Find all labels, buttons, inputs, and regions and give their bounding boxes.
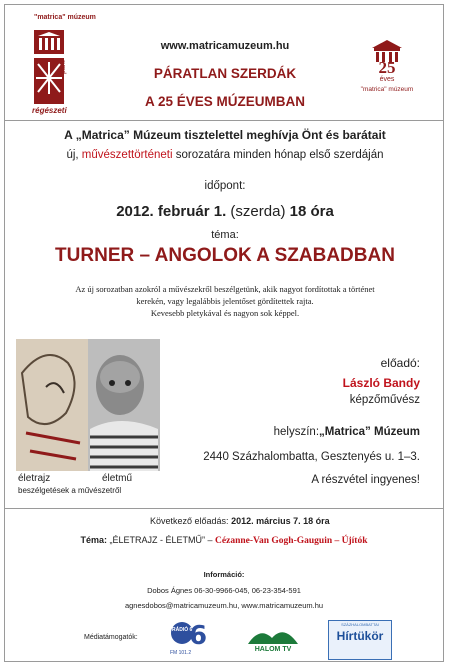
invitation-post: sorozatára minden hónap első szerdáján bbox=[172, 149, 384, 161]
sponsor-radio6-logo[interactable] bbox=[168, 618, 212, 658]
next-topic-red: Cézanne-Van Gogh-Gauguin – Újítók bbox=[215, 536, 368, 546]
website-url[interactable]: www.matricamuzeum.hu bbox=[160, 40, 290, 52]
speaker-artwork-image bbox=[16, 333, 160, 503]
topic-label: téma: bbox=[211, 229, 239, 241]
radio-icon bbox=[168, 618, 212, 648]
svg-text:6: 6 bbox=[188, 621, 208, 648]
anniversary-years: éves bbox=[379, 76, 395, 83]
next-topic-main: „ÉLETRAJZ - ÉLETMŰ” – bbox=[109, 535, 213, 545]
artwork-graphic bbox=[16, 333, 160, 483]
info-links[interactable]: agnesdobos@matricamuzeum.hu, www.matricamuzeum.hu bbox=[124, 601, 324, 610]
caption-sub: beszélgetések a művészetről bbox=[18, 486, 122, 495]
sponsor1-name: RÁDIÓ 6 bbox=[172, 627, 193, 633]
info-phones: Dobos Ágnes 06-30-9966-045, 06-23-354-591 bbox=[147, 586, 301, 595]
sponsor3-name: Hírtükör bbox=[336, 629, 384, 643]
hill-icon bbox=[246, 624, 300, 646]
logo-top-text: "matrica" múzeum bbox=[34, 14, 96, 21]
sponsor1-freq: FM 101.2 bbox=[170, 650, 192, 656]
next-label: Következő előadás: bbox=[150, 516, 229, 526]
venue-name: „Matrica” Múzeum bbox=[319, 426, 420, 438]
invitation-pre: új, bbox=[66, 149, 82, 161]
headline-primary: PÁRATLAN SZERDÁK bbox=[153, 66, 297, 81]
caption-left: életrajz bbox=[18, 473, 51, 484]
sponsors-label: Médiatámogatók: bbox=[84, 634, 138, 641]
description-line-3: Kevesebb pletykával és nagyon sok képpel. bbox=[150, 308, 300, 318]
next-topic bbox=[4, 535, 444, 546]
free-entry: A részvétel ingyenes! bbox=[311, 474, 420, 486]
next-event bbox=[150, 516, 330, 526]
caption-right: életmű bbox=[102, 473, 133, 484]
event-date-time: 18 óra bbox=[289, 203, 334, 220]
header-divider bbox=[4, 120, 444, 121]
event-title: TURNER – ANGOLOK A SZABADBAN bbox=[55, 245, 395, 266]
sponsor2-name: HALOM TV bbox=[254, 646, 292, 653]
speaker-label: előadó: bbox=[380, 356, 420, 370]
headline-secondary: A 25 ÉVES MÚZEUMBAN bbox=[144, 94, 306, 109]
sponsor-halomtv-logo[interactable] bbox=[246, 624, 300, 658]
venue-address: 2440 Százhalombatta, Gesztenyés u. 1–3. bbox=[203, 451, 420, 463]
invitation-highlight: művészettörténeti bbox=[81, 149, 173, 161]
venue-label: helyszín: bbox=[273, 426, 320, 438]
museum-logo bbox=[30, 12, 96, 122]
venue-line bbox=[170, 426, 420, 438]
speaker-name: László Bandy bbox=[342, 376, 420, 390]
time-label: időpont: bbox=[204, 180, 246, 192]
event-date-bold: 2012. február 1. bbox=[116, 203, 227, 220]
next-date: 2012. március 7. 18 óra bbox=[231, 516, 330, 526]
event-date-day: (szerda) bbox=[230, 203, 286, 220]
logo-bottom-text: régészeti bbox=[32, 106, 67, 115]
description-line-1: Az új sorozatban azokról a művészekről beszélgetünk, akik nagyot fordítottak a történet bbox=[75, 284, 375, 294]
invitation-line-1: A „Matrica” Múzeum tisztelettel meghívja Önt és barátait bbox=[64, 128, 386, 142]
description-line-2: kerekén, vagy legalábbis jelentőset gördítettek rajta. bbox=[136, 296, 314, 306]
sponsor-hirtukor-logo[interactable] bbox=[328, 620, 392, 660]
logo-side-text: park bbox=[60, 60, 67, 74]
event-date bbox=[10, 203, 440, 220]
next-topic-label: Téma: bbox=[80, 535, 110, 545]
sponsor3-top: SZÁZHALOMBATTAI bbox=[341, 622, 379, 627]
anniversary-arc-text: "matrica" múzeum bbox=[360, 86, 414, 93]
anniversary-logo bbox=[352, 30, 422, 100]
event-description bbox=[20, 283, 430, 319]
info-label: Információ: bbox=[203, 570, 245, 579]
speaker-role: képzőművész bbox=[349, 394, 420, 406]
invitation-line-2 bbox=[10, 149, 440, 161]
anniversary-number: 25 bbox=[378, 58, 396, 77]
body-divider bbox=[4, 508, 444, 509]
